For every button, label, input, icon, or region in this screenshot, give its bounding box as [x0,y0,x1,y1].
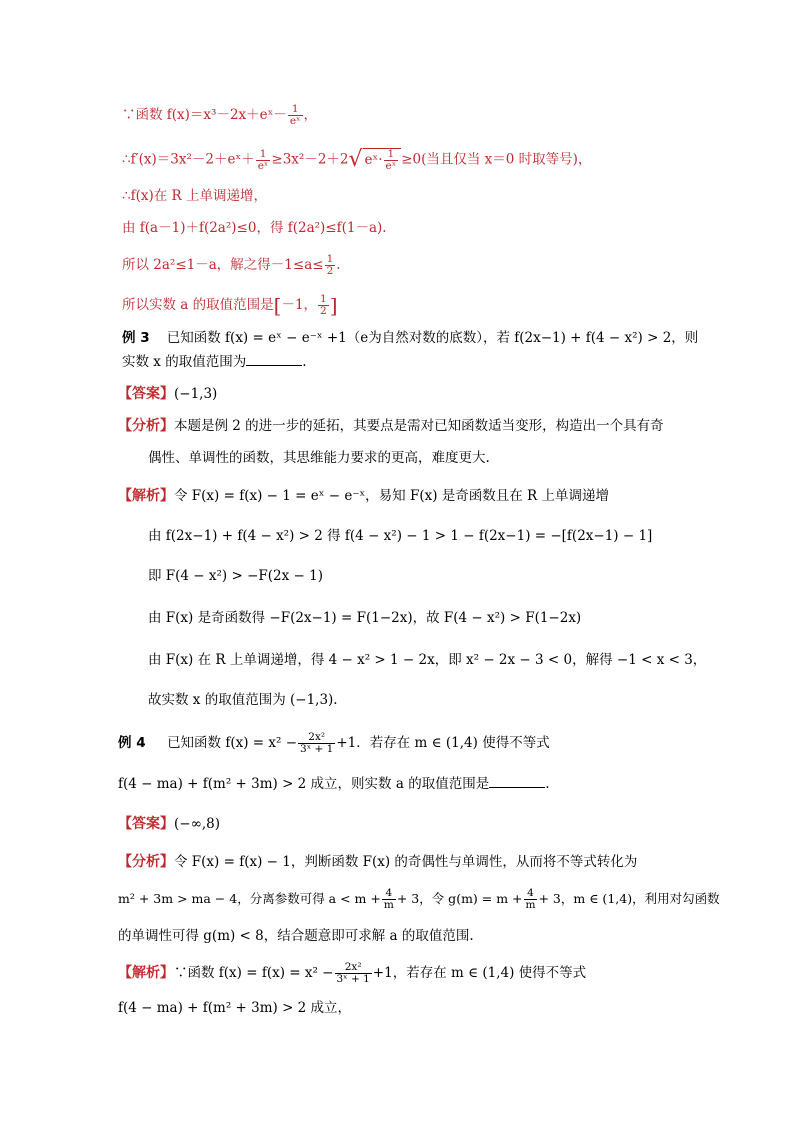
example-4-question-text: 已知函数 f(x) = x² − [167,735,298,751]
solution-text-end: +1，若存在 m ∈ (1,4) 使得不等式 [372,965,587,981]
fraction-numerator: 2x² [298,732,335,744]
example-4-analysis-line-1 [118,852,637,872]
example-3-question-text-2: 实数 x 的取值范围为 [122,354,247,370]
proof-line-6 [122,294,338,317]
proof-line-5-text: 所以 2a²≤1－a，解之得－1≤a≤ [122,257,324,273]
fraction [256,149,271,172]
interval-lower: －1， [281,297,318,313]
fraction-denominator: m [383,899,394,911]
proof-line-1-end: ， [303,107,318,123]
solution-text: 令 F(x) = f(x) − 1 = eˣ − e⁻ˣ，易知 F(x) 是奇函数且在 R 上单调递增 [174,488,610,504]
example-4-analysis-line-3: 的单调性可得 g(m) < 8，结合题意即可求解 a 的取值范围. [118,928,474,944]
analysis-text: 令 F(x) = f(x) − 1，判断函数 F(x) 的奇偶性与单调性，从而将不等式转化为 [174,854,638,870]
proof-line-2-mid: ≥3x²－2＋2 [271,151,349,168]
fraction-numerator: 4 [524,888,538,900]
example-4-question-text-2: f(4 − ma) + f(m² + 3m) > 2 成立，则实数 a 的取值范围是 [118,776,490,792]
answer-blank [489,774,545,788]
proof-line-2 [122,148,591,172]
fraction-denominator: 2 [320,305,327,317]
period: . [545,776,550,792]
answer-tag: 【答案】 [118,816,174,832]
fraction-denominator: eˣ [289,115,301,127]
fraction [288,104,303,127]
fraction-numerator: 1 [320,293,327,305]
analysis-tag: 【分析】 [118,418,174,434]
proof-line-1-text: ∵函数 f(x)＝x³－2x＋eˣ－ [122,107,287,123]
fraction-numerator: 1 [326,253,334,265]
proof-line-5 [122,254,341,277]
fraction [325,254,336,277]
analysis-text: 本题是例 2 的进一步的延拓，其要点是需对已知函数适当变形，构造出一个具有奇 [174,418,664,434]
fraction [335,962,372,985]
answer-value: (−1,3) [174,386,218,402]
fraction-numerator: 1 [288,104,303,116]
answer-blank [246,352,302,366]
fraction-denominator: eˣ [385,160,397,172]
example-3-solution-line-2: 由 f(2x−1) + f(4 − x²) > 2 得 f(4 − x²) − 1 > 1 − f(2x−1) = −[f(2x−1) − 1] [148,528,653,544]
example-3-question-line-1 [122,328,698,348]
period: . [302,354,307,370]
example-4-solution-line-1 [118,962,586,985]
fraction-denominator: 2 [326,265,334,277]
example-3-analysis-line-2: 偶性、单调性的函数，其思维能力要求的更高，难度更大. [148,450,490,466]
radical-sign: √ [348,147,363,172]
example-4-label: 例 4 [118,735,146,751]
right-bracket: ] [329,293,338,318]
fraction [384,149,399,172]
left-bracket: [ [273,293,282,318]
proof-line-2-text: ∴f′(x)＝3x²－2＋eˣ＋ [122,151,255,168]
fraction-denominator: 3ˣ + 1 [300,743,334,755]
proof-line-6-text: 所以实数 a 的取值范围是 [122,297,274,313]
example-3-analysis-line-1 [118,416,664,436]
fraction [382,888,396,911]
fraction [524,888,538,911]
example-4-question-line-2 [118,774,550,794]
analysis-text-2a: m² + 3m > ma − 4，分离参数可得 a < m + [118,891,381,906]
example-4-question-line-1 [118,732,550,755]
example-3-solution-line-3: 即 F(4 − x²) > −F(2x − 1) [148,568,323,584]
fraction-numerator: 4 [382,888,396,900]
fraction-numerator: 1 [384,149,399,161]
proof-line-4: 由 f(a－1)＋f(2a²)≤0，得 f(2a²)≤f(1－a). [122,220,387,236]
proof-line-3: ∴f(x)在 R 上单调递增， [122,188,267,204]
fraction [298,732,335,755]
radicand-text: eˣ· [364,152,383,168]
proof-line-1 [122,104,317,127]
example-3-question-line-2 [122,352,307,372]
solution-tag: 【解析】 [118,965,174,981]
example-3-answer [118,384,217,404]
fraction-denominator: 3ˣ + 1 [336,973,370,985]
example-3-label: 例 3 [122,330,150,346]
answer-value: (−∞,8) [174,816,220,832]
example-3-question-text: 已知函数 f(x) = eˣ − e⁻ˣ +1（e为自然对数的底数），若 f(2x−1) + f(4 − x²) > 2，则 [166,330,699,346]
analysis-tag: 【分析】 [118,854,174,870]
example-4-answer [118,814,220,834]
example-3-solution-line-1 [118,486,609,506]
example-3-solution-line-4: 由 F(x) 是奇函数得 −F(2x−1) = F(1−2x)，故 F(4 − x²) > F(1−2x) [148,610,582,626]
fraction [318,294,329,317]
fraction-denominator: m [525,899,536,911]
answer-tag: 【答案】 [118,386,174,402]
example-4-solution-line-2: f(4 − ma) + f(m² + 3m) > 2 成立， [118,1000,352,1016]
solution-tag: 【解析】 [118,488,174,504]
fraction-numerator: 1 [256,149,271,161]
fraction-denominator: eˣ [257,159,269,172]
analysis-text-2b: + 3，令 g(m) = m + [396,891,523,906]
analysis-text-2c: + 3，m ∈ (1,4)，利用对勾函数 [538,891,720,906]
fraction-numerator: 2x² [335,962,372,974]
radicand [363,148,402,172]
example-4-analysis-line-2 [118,888,720,911]
proof-line-2-end: ≥0(当且仅当 x＝0 时取等号)， [401,151,592,168]
example-4-question-text-end: +1．若存在 m ∈ (1,4) 使得不等式 [336,735,550,751]
solution-text: ∵函数 f(x) = f(x) = x² − [174,965,334,981]
example-3-solution-line-5: 由 F(x) 在 R 上单调递增，得 4 − x² > 1 − 2x，即 x² − 2x − 3 < 0，解得 −1 < x < 3， [148,652,707,668]
example-3-solution-line-6: 故实数 x 的取值范围为 (−1,3). [148,692,338,708]
proof-line-5-end: . [336,257,341,273]
